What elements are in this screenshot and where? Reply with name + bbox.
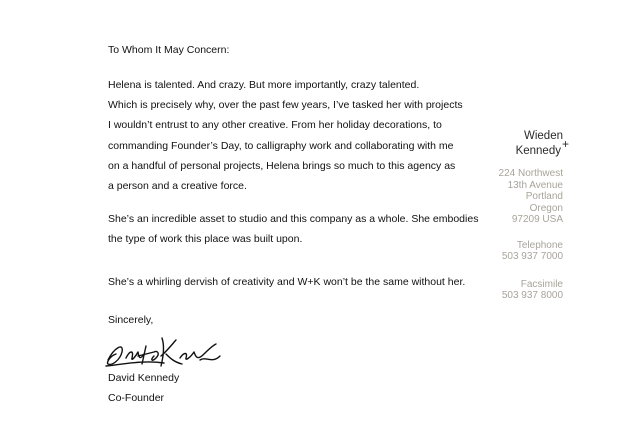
address-line: Oregon: [529, 202, 563, 214]
telephone-label: Telephone: [516, 239, 563, 251]
paragraph-line: Helena is talented. And crazy. But more importantly, crazy talented.: [108, 79, 420, 91]
handwritten-signature: [104, 330, 224, 374]
brand-line: Wieden: [524, 130, 563, 142]
address-line: Portland: [525, 191, 563, 202]
paragraph-line: a person and a creative force.: [108, 180, 247, 193]
paragraph-line: Which is precisely why, over the past few years, I’ve tasked her with projects: [108, 99, 463, 112]
brand-logo: [499, 130, 569, 158]
salutation: To Whom It May Concern:: [108, 44, 230, 56]
paragraph-line: She’s an incredible asset to studio and this company as a whole. She embodies: [108, 213, 479, 225]
address-line: 224 Northwest: [498, 168, 563, 179]
facsimile-label: Facsimile: [520, 278, 563, 290]
telephone-number: 503 937 7000: [501, 251, 563, 262]
paragraph-2: [108, 209, 478, 249]
address-line: 13th Avenue: [507, 179, 563, 191]
facsimile-number: 503 937 8000: [501, 290, 563, 301]
address-line: 97209 USA: [511, 214, 563, 225]
paragraph-line: commanding Founder’s Day, to calligraphy work and collaborating with me: [108, 139, 454, 152]
brand-plus: +: [561, 136, 569, 151]
signer-title: Co-Founder: [108, 392, 165, 404]
telephone-block: [499, 240, 563, 263]
address-block: [499, 168, 563, 226]
signer-name: David Kennedy: [108, 372, 180, 384]
paragraph-line: on a handful of personal projects, Helena brings so much to this agency as: [108, 159, 456, 172]
paragraph-line: I wouldn’t entrust to any other creative. From her holiday decorations, to: [108, 119, 442, 132]
paragraph-line: She’s a whirling dervish of creativity and W+K won’t be the same without her.: [108, 276, 466, 288]
facsimile-block: [499, 279, 563, 302]
paragraph-1: [108, 75, 463, 196]
paragraph-3: [108, 272, 465, 292]
paragraph-line: the type of work this place was built upon.: [108, 233, 303, 246]
closing: Sincerely,: [108, 314, 154, 326]
brand-line: Kennedy: [515, 144, 561, 157]
letterhead: [498, 130, 569, 302]
